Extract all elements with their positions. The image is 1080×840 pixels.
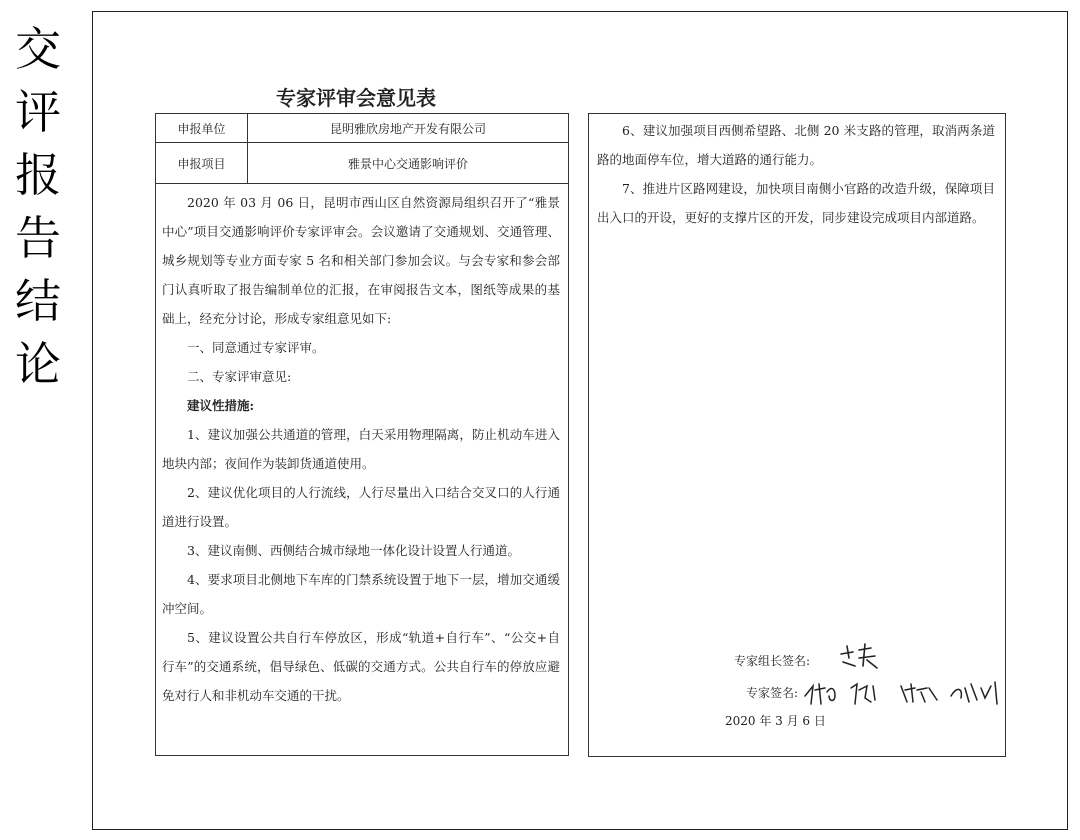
project-label: 申报项目 [156,143,248,183]
header-row-unit [156,114,568,143]
opinion-item: 一、同意通过专家评审。 [187,340,325,355]
leader-signature [837,642,897,672]
measures-heading: 建议性措施: [187,398,255,413]
unit-value: 昆明雅欣房地产开发有限公司 [329,121,486,136]
side-title-char: 告 [15,211,61,265]
header-row-project [156,143,568,184]
opinion-item: 二、专家评审意见: [187,369,292,384]
measure-item: 7、推进片区路网建设，加快项目南侧小官路的改造升级，保障项目出入口的开设，更好的支撑片区的开发，同步建设完成项目内部道路。 [597,181,995,225]
opinion-body [162,188,560,710]
measure-item: 3、建议南侧、西侧结合城市绿地一体化设计设置人行通道。 [187,543,520,558]
opinion-form-left [155,113,569,756]
measure-item: 1、建议加强公共通道的管理，白天采用物理隔离，防止机动车进入地块内部；夜间作为装卸货通道使用。 [162,427,560,471]
unit-label: 申报单位 [156,114,248,142]
side-title-char: 结 [15,274,61,328]
measure-item: 2、建议优化项目的人行流线，人行尽量出入口结合交叉口的人行通道进行设置。 [162,485,560,529]
project-value: 雅景中心交通影响评价 [347,156,468,171]
signature-date: 2020 年 3 月 6 日 [725,714,826,728]
experts-signature-label: 专家签名: [746,686,799,700]
opinion-form-right [588,113,1006,757]
leader-signature-label: 专家组长签名: [734,654,811,668]
measure-item: 5、建议设置公共自行车停放区，形成“轨道+自行车”、“公交+自行车”的交通系统，倡导绿色、低碳的交通方式。公共自行车的停放应避免对行人和非机动车交通的干扰。 [162,630,560,703]
opinion-body-continued [597,116,995,232]
side-title-char: 论 [15,337,61,391]
intro-paragraph: 2020 年 03 月 06 日，昆明市西山区自然资源局组织召开了“雅景中心”项目交通影响评价专家评审会。会议邀请了交通规划、交通管理、城乡规划等专业方面专家 5 名和相关部门参加会议。与会专家和参会部门认真听取了报告编制单位的汇报，在审阅报告文本，图纸等成果的基础上，经充分讨论，形成专家组意见如下: [162,195,560,326]
side-title-char: 评 [15,85,61,139]
side-title [8,18,68,396]
side-title-char: 报 [15,148,61,202]
experts-signatures [801,678,1007,710]
side-title-char: 交 [15,22,61,76]
form-title: 专家评审会意见表 [276,86,436,110]
measure-item: 4、要求项目北侧地下车库的门禁系统设置于地下一层，增加交通缓冲空间。 [162,572,560,616]
measure-item: 6、建议加强项目西侧希望路、北侧 20 米支路的管理，取消两条道路的地面停车位，增大道路的通行能力。 [597,123,995,167]
